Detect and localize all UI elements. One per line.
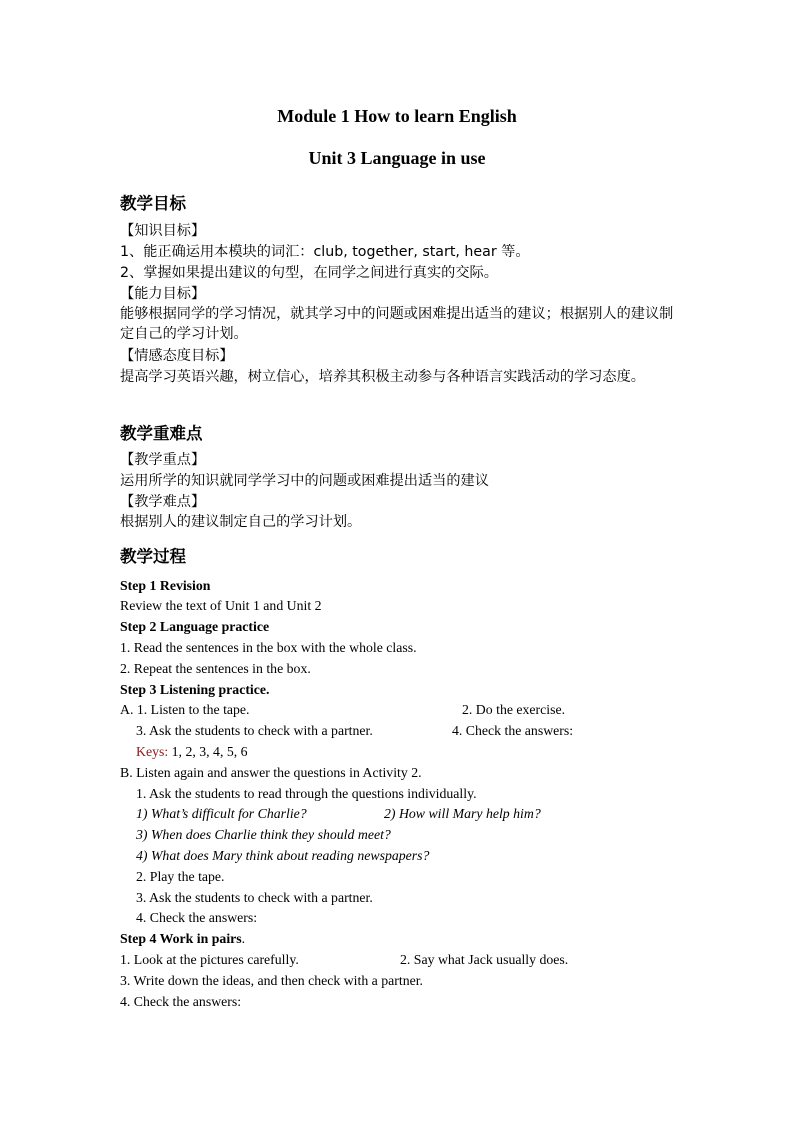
knowledge-heading: 【知识目标】 bbox=[120, 223, 206, 239]
step3-b-item-2: 2. Play the tape. bbox=[136, 869, 225, 884]
unit-title: Unit 3 Language in use bbox=[308, 148, 486, 168]
step1-line: Review the text of Unit 1 and Unit 2 bbox=[120, 598, 322, 613]
question-1: 1) What’s difficult for Charlie? bbox=[136, 806, 307, 821]
step3-a-item-3: 3. Ask the students to check with a partner. bbox=[136, 723, 373, 738]
step2-title: Step 2 Language practice bbox=[120, 619, 270, 634]
knowledge-item-2: 2、掌握如果提出建议的句型，在同学之间进行真实的交际。 bbox=[120, 265, 498, 281]
section-objectives-heading: 教学目标 bbox=[120, 194, 186, 213]
step4-item-3: 3. Write down the ideas, and then check with a partner. bbox=[120, 973, 424, 988]
step4-title: Step 4 Work in pairs bbox=[120, 931, 242, 946]
emotion-heading: 【情感态度目标】 bbox=[120, 348, 234, 364]
emotion-text: 提高学习英语兴趣，树立信心，培养其积极主动参与各种语言实践活动的学习态度。 bbox=[120, 369, 645, 385]
step3-b-item-4: 4. Check the answers: bbox=[136, 910, 258, 925]
ability-text: 能够根据同学的学习情况，就其学习中的问题或困难提出适当的建议；根据别人的建议制定自己的学习计划。 bbox=[120, 306, 674, 342]
focus-text: 运用所学的知识就同学学习中的问题或困难提出适当的建议 bbox=[120, 473, 489, 489]
module-title: Module 1 How to learn English bbox=[277, 106, 517, 126]
step2-line-1: 1. Read the sentences in the box with the whole class. bbox=[120, 640, 417, 655]
step3-b-item-1: 1. Ask the students to read through the questions individually. bbox=[136, 786, 477, 801]
step3-title: Step 3 Listening practice. bbox=[120, 682, 270, 697]
step3-b-intro: B. Listen again and answer the questions in Activity 2. bbox=[120, 765, 422, 780]
step3-a-item-4: 4. Check the answers: bbox=[452, 723, 574, 738]
question-3: 3) When does Charlie think they should meet? bbox=[136, 827, 391, 842]
step3-a-item-1: A. 1. Listen to the tape. bbox=[120, 702, 250, 717]
question-2: 2) How will Mary help him? bbox=[384, 806, 541, 821]
step3-a-item-2: 2. Do the exercise. bbox=[462, 702, 566, 717]
section-key-points-heading: 教学重难点 bbox=[120, 424, 203, 443]
knowledge-item-1: 1、能正确运用本模块的词汇：club, together, start, hear 等。 bbox=[120, 244, 530, 260]
step4-item-2: 2. Say what Jack usually does. bbox=[400, 952, 569, 967]
ability-heading: 【能力目标】 bbox=[120, 286, 206, 302]
step4-item-4: 4. Check the answers: bbox=[120, 994, 242, 1009]
question-4: 4) What does Mary think about reading newspapers? bbox=[136, 848, 430, 863]
step4-title-dot: . bbox=[241, 931, 246, 946]
focus-heading: 【教学重点】 bbox=[120, 452, 206, 468]
section-process-heading: 教学过程 bbox=[120, 547, 186, 566]
step4-title-line bbox=[120, 929, 245, 949]
step4-item-1: 1. Look at the pictures carefully. bbox=[120, 952, 299, 967]
step3-b-item-3: 3. Ask the students to check with a partner. bbox=[136, 890, 373, 905]
keys-label: Keys: bbox=[136, 744, 169, 759]
difficulty-heading: 【教学难点】 bbox=[120, 494, 206, 510]
keys-values: 1, 2, 3, 4, 5, 6 bbox=[168, 744, 248, 759]
difficulty-text: 根据别人的建议制定自己的学习计划。 bbox=[120, 514, 362, 530]
step2-line-2: 2. Repeat the sentences in the box. bbox=[120, 661, 311, 676]
keys-line bbox=[136, 742, 248, 762]
step1-title: Step 1 Revision bbox=[120, 578, 211, 593]
